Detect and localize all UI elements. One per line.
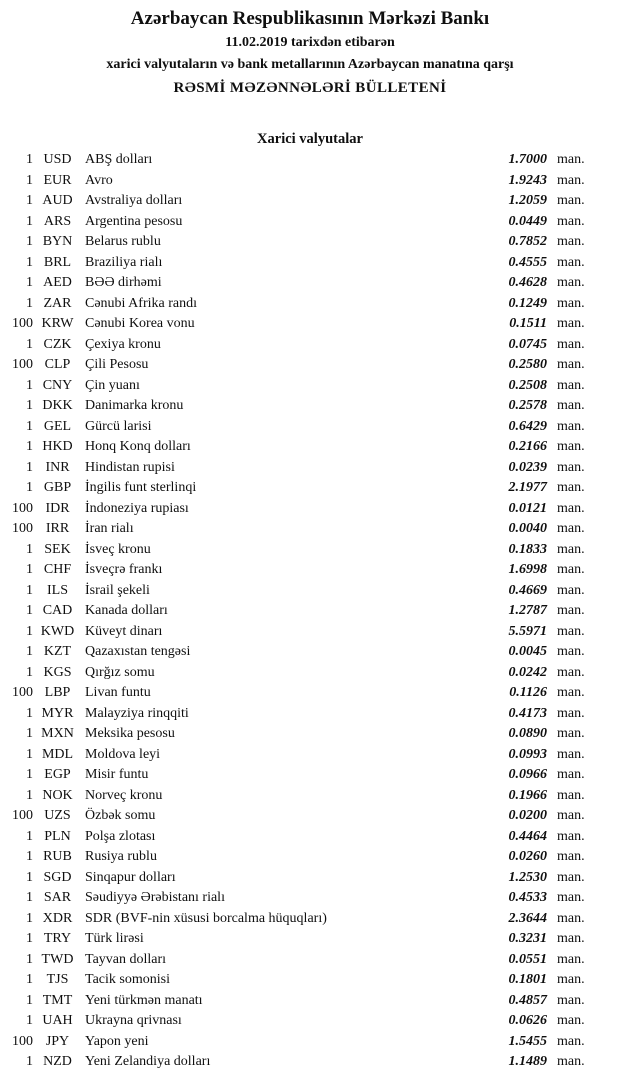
row-currency-name: İsrail şekeli [85,582,150,598]
row-quantity: 1 [26,623,33,639]
table-row [0,560,620,581]
row-currency-name: İsveçrə frankı [85,562,163,577]
row-currency-name: Argentina pesosu [85,213,183,229]
row-currency-code: GEL [43,418,72,434]
row-quantity: 1 [26,644,33,659]
table-row [0,970,620,991]
row-rate-value: 0.0040 [508,521,547,536]
row-currency-code: USD [43,152,72,167]
row-quantity: 1 [26,336,33,352]
row-quantity: 1 [26,562,33,577]
row-rate-value: 1.5455 [508,1033,547,1049]
row-quantity: 100 [12,500,33,516]
table-row [0,273,620,294]
row-quantity: 1 [26,992,33,1008]
row-currency-name: Kanada dolları [85,603,168,618]
row-currency-code: TWD [41,951,74,967]
row-quantity: 1 [26,172,33,188]
row-currency-name: Cənubi Korea vonu [85,316,195,331]
row-currency-code: DKK [42,398,73,413]
row-rate-value: 0.0626 [508,1013,547,1028]
row-currency-name: Avro [85,172,113,188]
row-currency-name: Rusiya rublu [85,849,157,864]
row-quantity: 1 [26,254,33,270]
table-row [0,806,620,827]
row-quantity: 1 [26,787,33,803]
row-currency-name: Hindistan rupisi [85,459,175,475]
row-unit-label: man. [557,357,585,372]
row-unit-label: man. [557,931,585,946]
row-rate-value: 0.2578 [508,398,547,413]
row-rate-value: 0.0045 [508,644,547,659]
row-currency-code: MDL [41,746,74,762]
row-unit-label: man. [557,213,585,229]
row-unit-label: man. [557,623,585,639]
row-currency-name: Küveyt dinarı [85,623,163,639]
row-rate-value: 0.1249 [508,295,547,311]
rates-table [0,150,620,1073]
table-row [0,294,620,315]
row-unit-label: man. [557,541,585,557]
row-rate-value: 1.2530 [508,869,547,885]
row-currency-code: CAD [42,603,73,618]
table-row [0,499,620,520]
row-quantity: 1 [26,398,33,413]
row-currency-name: Səudiyyə Ərəbistanı rialı [85,890,225,905]
row-quantity: 1 [26,603,33,618]
row-quantity: 1 [26,582,33,598]
row-currency-name: Honq Konq dolları [85,439,191,454]
table-row [0,642,620,663]
row-quantity: 100 [12,685,33,700]
row-rate-value: 0.4669 [508,582,547,598]
row-unit-label: man. [557,705,585,721]
row-unit-label: man. [557,500,585,516]
row-rate-value: 0.0200 [508,808,547,823]
row-quantity: 1 [26,664,33,680]
row-currency-code: HKD [42,439,73,454]
row-currency-code: AUD [42,193,73,208]
row-unit-label: man. [557,644,585,659]
table-row [0,212,620,233]
row-currency-code: ARS [43,213,72,229]
table-row [0,581,620,602]
row-currency-name: Yeni türkmən manatı [85,992,203,1008]
row-quantity: 1 [26,890,33,905]
row-currency-code: EUR [43,172,72,188]
row-currency-code: TMT [42,992,73,1008]
row-rate-value: 0.0890 [508,726,547,741]
row-rate-value: 2.1977 [508,480,547,495]
row-unit-label: man. [557,152,585,167]
row-currency-name: BƏƏ dirhəmi [85,275,162,290]
row-rate-value: 0.0260 [508,849,547,864]
row-quantity: 1 [26,377,33,393]
row-unit-label: man. [557,972,585,987]
row-unit-label: man. [557,377,585,393]
row-rate-value: 0.0966 [508,767,547,782]
table-row [0,458,620,479]
row-quantity: 1 [26,213,33,229]
table-row [0,1011,620,1032]
row-currency-code: ILS [47,582,68,598]
row-rate-value: 1.1489 [508,1054,547,1069]
row-quantity: 1 [26,972,33,987]
row-unit-label: man. [557,910,585,926]
table-row [0,929,620,950]
row-rate-value: 0.0449 [508,213,547,229]
row-quantity: 1 [26,275,33,290]
table-row [0,519,620,540]
row-currency-name: Braziliya rialı [85,254,163,270]
row-quantity: 1 [26,951,33,967]
row-rate-value: 0.4533 [508,890,547,905]
row-quantity: 1 [26,869,33,885]
row-rate-value: 0.3231 [508,931,547,946]
row-rate-value: 0.7852 [508,234,547,249]
table-row [0,888,620,909]
row-currency-name: Yapon yeni [85,1033,149,1049]
row-unit-label: man. [557,992,585,1008]
row-currency-name: İsveç kronu [85,541,151,557]
row-unit-label: man. [557,828,585,844]
row-rate-value: 0.2508 [508,377,547,393]
row-unit-label: man. [557,664,585,680]
row-currency-code: KWD [40,623,75,639]
table-row [0,724,620,745]
table-row [0,991,620,1012]
row-unit-label: man. [557,746,585,762]
row-quantity: 1 [26,295,33,311]
row-currency-code: KGS [43,664,72,680]
row-unit-label: man. [557,193,585,208]
row-currency-code: RUB [43,849,72,864]
row-quantity: 1 [26,849,33,864]
row-quantity: 1 [26,910,33,926]
table-row [0,376,620,397]
row-unit-label: man. [557,398,585,413]
row-unit-label: man. [557,603,585,618]
row-quantity: 1 [26,193,33,208]
row-rate-value: 0.2166 [508,439,547,454]
row-unit-label: man. [557,808,585,823]
row-currency-code: KZT [43,644,72,659]
table-row [0,314,620,335]
row-rate-value: 1.9243 [508,172,547,188]
row-currency-code: SGD [43,869,72,885]
row-currency-code: CHF [43,562,72,577]
table-row [0,396,620,417]
row-rate-value: 0.1966 [508,787,547,803]
table-row [0,171,620,192]
row-rate-value: 1.2787 [508,603,547,618]
row-quantity: 1 [26,234,33,249]
table-row [0,663,620,684]
row-unit-label: man. [557,849,585,864]
row-unit-label: man. [557,254,585,270]
row-quantity: 1 [26,726,33,741]
table-row [0,540,620,561]
row-currency-code: UZS [44,808,71,823]
row-currency-name: Sinqapur dolları [85,869,176,885]
row-currency-name: Avstraliya dolları [85,193,183,208]
table-row [0,950,620,971]
row-currency-name: Çili Pesosu [85,357,149,372]
row-currency-name: Polşa zlotası [85,828,156,844]
row-currency-code: IRR [45,521,70,536]
table-row [0,765,620,786]
row-unit-label: man. [557,336,585,352]
row-rate-value: 0.4464 [508,828,547,844]
row-quantity: 100 [12,808,33,823]
row-quantity: 1 [26,1013,33,1028]
row-currency-code: JPY [45,1033,70,1049]
row-currency-name: Qazaxıstan tengəsi [85,644,191,659]
row-currency-code: EGP [44,767,71,782]
effective-date-line: 11.02.2019 tarixdən etibarən [225,35,395,50]
row-currency-name: ABŞ dolları [85,152,153,167]
table-row [0,745,620,766]
row-quantity: 100 [12,316,33,331]
row-unit-label: man. [557,234,585,249]
subject-line: xarici valyutaların və bank metallarının Azərbaycan manatına qarşı [106,57,514,72]
row-rate-value: 0.1126 [509,685,547,700]
row-currency-code: TJS [46,972,69,987]
row-rate-value: 1.7000 [508,152,547,167]
row-currency-code: KRW [41,316,74,331]
table-row [0,847,620,868]
bank-name-title: Azərbaycan Respublikasının Mərkəzi Bankı [130,8,490,29]
row-currency-code: SEK [44,541,71,557]
row-unit-label: man. [557,767,585,782]
row-currency-code: IDR [45,500,70,516]
row-currency-name: Misir funtu [85,767,149,782]
row-currency-code: INR [45,459,70,475]
row-currency-code: NOK [42,787,73,803]
table-row [0,909,620,930]
row-rate-value: 0.4173 [508,705,547,721]
row-rate-value: 0.4628 [508,275,547,290]
row-currency-name: Ukrayna qrivnası [85,1013,182,1028]
row-currency-name: Gürcü larisi [85,418,152,434]
row-quantity: 1 [26,152,33,167]
row-quantity: 1 [26,767,33,782]
row-rate-value: 1.6998 [508,562,547,577]
row-rate-value: 0.6429 [508,418,547,434]
row-currency-name: Belarus rublu [85,234,161,249]
row-unit-label: man. [557,562,585,577]
row-rate-value: 0.1833 [508,541,547,557]
row-currency-code: NZD [43,1054,72,1069]
row-rate-value: 0.0745 [508,336,547,352]
row-rate-value: 0.0551 [508,951,547,967]
row-currency-name: Meksika pesosu [85,726,175,741]
row-unit-label: man. [557,480,585,495]
row-quantity: 1 [26,459,33,475]
table-row [0,601,620,622]
table-row [0,827,620,848]
row-rate-value: 0.0121 [508,500,547,516]
table-row [0,704,620,725]
row-unit-label: man. [557,1054,585,1069]
table-row [0,335,620,356]
row-rate-value: 0.0993 [508,746,547,762]
row-currency-name: Tayvan dolları [85,951,167,967]
row-currency-name: İran rialı [85,521,134,536]
row-currency-code: TRY [43,931,72,946]
row-quantity: 1 [26,931,33,946]
row-currency-code: GBP [43,480,72,495]
row-quantity: 1 [26,828,33,844]
row-currency-name: Cənubi Afrika randı [85,295,197,311]
table-row [0,622,620,643]
table-row [0,191,620,212]
table-row [0,868,620,889]
row-unit-label: man. [557,787,585,803]
row-currency-name: Moldova leyi [85,746,161,762]
row-rate-value: 0.1801 [508,972,547,987]
row-unit-label: man. [557,295,585,311]
row-currency-code: CZK [43,336,72,352]
table-row [0,683,620,704]
row-unit-label: man. [557,439,585,454]
row-currency-name: Malayziya rinqqiti [85,705,189,721]
row-currency-name: Özbək somu [85,808,156,823]
row-unit-label: man. [557,685,585,700]
row-currency-name: SDR (BVF-nin xüsusi borcalma hüquqları) [85,910,327,926]
row-currency-code: BRL [43,254,72,270]
row-rate-value: 2.3644 [508,910,547,926]
row-unit-label: man. [557,726,585,741]
row-currency-name: Livan funtu [85,685,151,700]
row-currency-code: CLP [44,357,71,372]
bulletin-title: RƏSMİ MƏZƏNNƏLƏRİ BÜLLETENİ [173,80,447,96]
table-row [0,253,620,274]
row-currency-name: Tacik somonisi [85,972,170,987]
row-unit-label: man. [557,275,585,290]
row-currency-code: XDR [42,910,73,926]
row-currency-name: Qırğız somu [85,664,155,680]
row-rate-value: 0.2580 [508,357,547,372]
row-quantity: 100 [12,1033,33,1049]
row-currency-name: İndoneziya rupiası [85,500,189,516]
row-currency-code: LBP [44,685,71,700]
row-currency-name: Yeni Zelandiya dolları [85,1054,211,1069]
row-currency-code: BYN [42,234,73,249]
row-rate-value: 0.0242 [508,664,547,680]
row-rate-value: 1.2059 [508,193,547,208]
row-unit-label: man. [557,418,585,434]
section-title-foreign-currencies: Xarici valyutalar [257,131,363,147]
row-currency-code: CNY [42,377,73,393]
row-rate-value: 0.0239 [508,459,547,475]
table-row [0,1052,620,1073]
row-currency-code: PLN [44,828,71,844]
row-currency-code: SAR [43,890,72,905]
row-unit-label: man. [557,521,585,536]
table-row [0,150,620,171]
row-currency-code: MYR [41,705,74,721]
row-unit-label: man. [557,890,585,905]
table-row [0,437,620,458]
row-currency-code: MXN [41,726,74,741]
row-currency-name: Türk lirəsi [85,931,144,946]
row-quantity: 1 [26,705,33,721]
row-quantity: 1 [26,1054,33,1069]
table-row [0,417,620,438]
table-row [0,1032,620,1053]
row-currency-code: ZAR [43,295,72,311]
row-currency-name: Norveç kronu [85,787,163,803]
row-rate-value: 0.4857 [508,992,547,1008]
row-currency-name: Çin yuanı [85,377,140,393]
row-unit-label: man. [557,459,585,475]
row-unit-label: man. [557,582,585,598]
row-unit-label: man. [557,869,585,885]
row-quantity: 1 [26,746,33,762]
row-currency-name: Çexiya kronu [85,336,161,352]
table-row [0,786,620,807]
row-currency-name: İngilis funt sterlinqi [85,480,197,495]
row-quantity: 1 [26,439,33,454]
row-quantity: 100 [12,521,33,536]
row-currency-name: Danimarka kronu [85,398,184,413]
row-currency-code: AED [43,275,72,290]
row-rate-value: 0.4555 [508,254,547,270]
row-unit-label: man. [557,951,585,967]
row-quantity: 1 [26,418,33,434]
row-rate-value: 5.5971 [508,623,547,639]
row-unit-label: man. [557,316,585,331]
table-row [0,355,620,376]
row-rate-value: 0.1511 [509,316,547,331]
row-quantity: 100 [12,357,33,372]
row-unit-label: man. [557,1033,585,1049]
row-unit-label: man. [557,1013,585,1028]
row-quantity: 1 [26,541,33,557]
row-quantity: 1 [26,480,33,495]
table-row [0,232,620,253]
row-currency-code: UAH [42,1013,73,1028]
table-row [0,478,620,499]
row-unit-label: man. [557,172,585,188]
